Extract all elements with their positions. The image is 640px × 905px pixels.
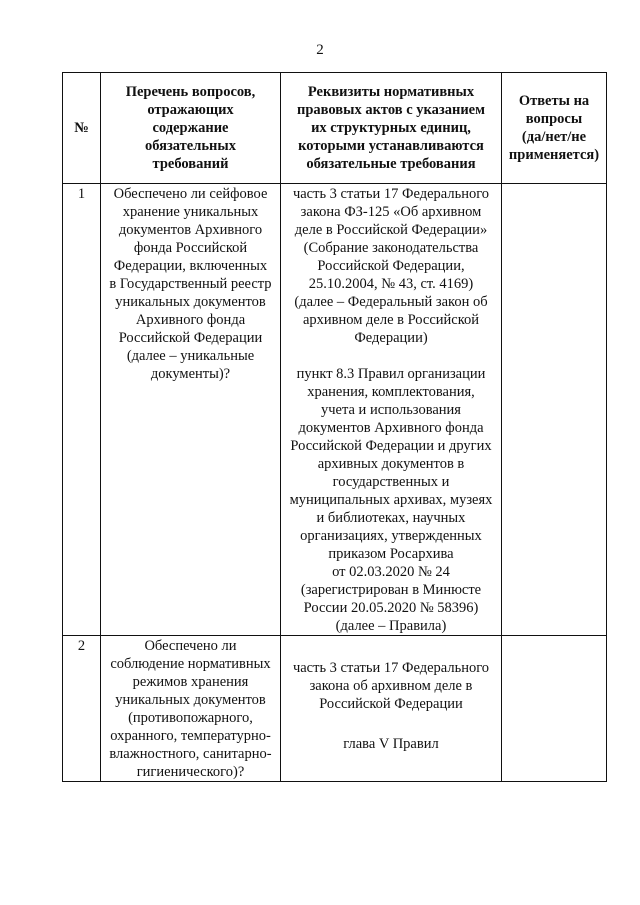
row-number-label: 2	[77, 638, 86, 654]
header-requisites-label: Реквизиты нормативных правовых актов с указанием их структурных единиц, которыми устанавливаются обязательные требования	[297, 84, 485, 172]
header-number-label: №	[74, 120, 89, 136]
row-number-label: 1	[77, 186, 86, 202]
header-question	[101, 73, 281, 184]
row-question-text: Обеспечено ли сейфовое хранение уникальных документов Архивного фонда Российской Федерации, включенных в Государственный реестр уникальных документов Архивного фонда Российской Федерации (далее – уникальные документы)?	[109, 186, 272, 382]
row-question	[101, 184, 281, 636]
page-number: 2	[316, 42, 324, 58]
row-answer[interactable]	[502, 636, 607, 782]
row-requisites-text-2: глава V Правил	[343, 736, 439, 752]
header-number	[63, 73, 101, 184]
row-question-text: Обеспечено ли соблюдение нормативных режимов хранения уникальных документов (противопожарного, охранного, температурно- влажностного, санитарно- гигиенического)?	[109, 638, 272, 780]
row-requisites-text-2: пункт 8.3 Правил организации хранения, комплектования, учета и использования документов Архивного фонда Российской Федерации и других архивных документов в государственных и муниципальных архивах, музеях и библиотеках, научных организациях, утвержденных приказом Росархива от 02.03.2020 № 24 (зарегистрирован в Минюсте России 20.05.2020 № 58396) (далее – Правила)	[289, 366, 493, 634]
row-requisites-text-1: часть 3 статьи 17 Федерального закона об архивном деле в Российской Федерации	[292, 660, 490, 712]
row-number	[63, 636, 101, 782]
row-requisites	[281, 184, 502, 636]
row-question	[101, 636, 281, 782]
table-header-row	[63, 73, 607, 184]
requirements-table	[62, 72, 607, 782]
header-answers	[502, 73, 607, 184]
row-requisites-text-1: часть 3 статьи 17 Федерального закона ФЗ-125 «Об архивном деле в Российской Федерации» (Собрание законодательства Российской Федерации, 25.10.2004, № 43, ст. 4169) (далее – Федеральный закон об архивном деле в Российской Федерации)	[292, 186, 490, 346]
row-answer[interactable]	[502, 184, 607, 636]
header-answers-label: Ответы на вопросы (да/нет/не применяется)	[508, 93, 600, 163]
header-question-label: Перечень вопросов, отражающих содержание обязательных требований	[125, 84, 256, 172]
table-row	[63, 184, 607, 636]
table-row	[63, 636, 607, 782]
row-requisites	[281, 636, 502, 782]
header-requisites	[281, 73, 502, 184]
row-number	[63, 184, 101, 636]
